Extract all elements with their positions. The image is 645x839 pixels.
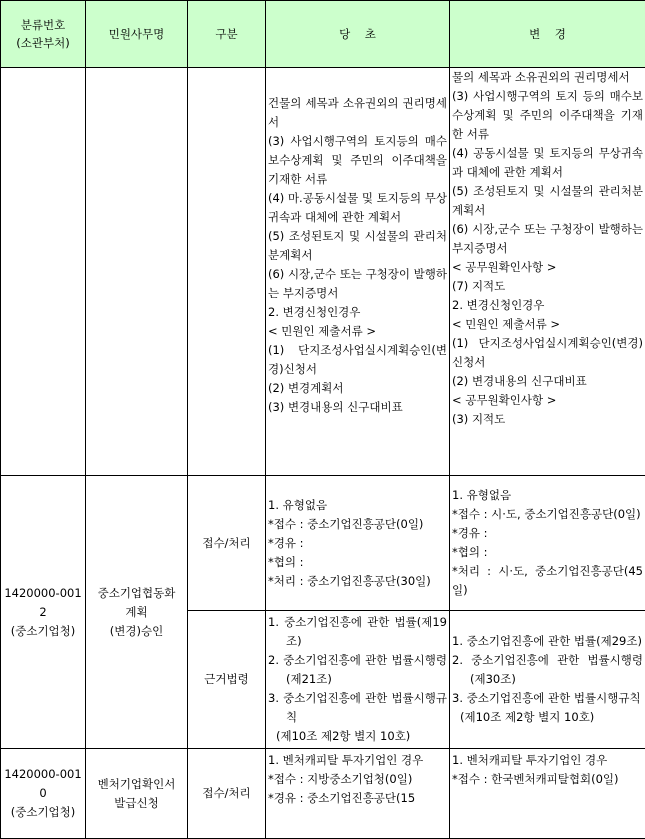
affair-name-cell: 벤처기업확인서 발급신청 bbox=[86, 749, 188, 839]
classification-cell: 1420000-0012 (중소기업청) bbox=[1, 476, 86, 749]
after-cell: 1. 중소기업진흥에 관한 법률(제29조) 2. 중소기업진흥에 관한 법률시행령(제30조) 3. 중소기업진흥에 관한 법률시행규칙 (제10조 제2항 별지 10호) bbox=[450, 611, 645, 749]
table-row bbox=[1, 476, 645, 611]
category-cell: 근거법령 bbox=[188, 611, 266, 749]
category-cell: 접수/처리 bbox=[188, 476, 266, 611]
affair-name-cell bbox=[86, 68, 188, 476]
after-cell: 1. 벤처캐피탈 투자기업인 경우 *접수 : 한국벤처캐피탈협회(0일) bbox=[450, 749, 645, 839]
table-row bbox=[1, 749, 645, 839]
category-cell: 접수/처리 bbox=[188, 749, 266, 839]
before-cell: 1. 유형없음 *접수 : 중소기업진흥공단(0일) *경유 : *협의 : *처리 : 중소기업진흥공단(30일) bbox=[266, 476, 450, 611]
after-cell: 1. 유형없음 *접수 : 시·도, 중소기업진흥공단(0일) *경유 : *협의 : *처리 : 시·도, 중소기업진흥공단(45일) bbox=[450, 476, 645, 611]
classification-cell bbox=[1, 68, 86, 476]
header-after: 변 경 bbox=[450, 1, 645, 68]
before-cell: 건물의 세목과 소유권외의 권리명세서 (3) 사업시행구역의 토지등의 매수보수상계획 및 주민의 이주대책을 기재한 서류 (4) 마.공동시설물 및 토지등의 무상귀속과 대체에 관한 계획서 (5) 조성된토지 및 시설물의 관리처분계획서 (6) 시장,군수 또는 구청장이 발행하는 부지증명서 2. 변경신청인경우 < 민원인 제출서류 > (1) 단지조성사업실시계획승인(변경)신청서 (2) 변경계획서 (3) 변경내용의 신구대비표 bbox=[266, 68, 450, 476]
header-category: 구분 bbox=[188, 1, 266, 68]
before-cell: 1. 벤처캐피탈 투자기업인 경우 *접수 : 지방중소기업청(0일) *경유 : 중소기업진흥공단(15 bbox=[266, 749, 450, 839]
table-row bbox=[1, 68, 645, 476]
classification-cell: 1420000-0010 (중소기업청) bbox=[1, 749, 86, 839]
after-cell: 물의 세목과 소유권외의 권리명세서 (3) 사업시행구역의 토지 등의 매수보수상계획 및 주민의 이주대책을 기재한 서류 (4) 공동시설물 및 토지등의 무상귀속과 대체에 관한 계획서 (5) 조성된토지 및 시설물의 관리처분계획서 (6) 시장,군수 또는 구청장이 발행하는 부지증명서 < 공무원확인사항 > (7) 지적도 2. 변경신청인경우 < 민원인 제출서류 > (1) 단지조성사업실시계획승인(변경)신청서 (2) 변경내용의 신구대비표 < 공무원확인사항 > (3) 지적도 bbox=[450, 68, 645, 476]
header-classification: 분류번호 (소관부처) bbox=[1, 1, 86, 68]
header-before: 당 초 bbox=[266, 1, 450, 68]
affair-name-cell: 중소기업협동화 계획 (변경)승인 bbox=[86, 476, 188, 749]
before-cell: 1. 중소기업진흥에 관한 법률(제19조) 2. 중소기업진흥에 관한 법률시행령(제21조) 3. 중소기업진흥에 관한 법률시행규칙 (제10조 제2항 별지 10호) bbox=[266, 611, 450, 749]
header-affair-name: 민원사무명 bbox=[86, 1, 188, 68]
header-row bbox=[1, 1, 645, 68]
category-cell bbox=[188, 68, 266, 476]
